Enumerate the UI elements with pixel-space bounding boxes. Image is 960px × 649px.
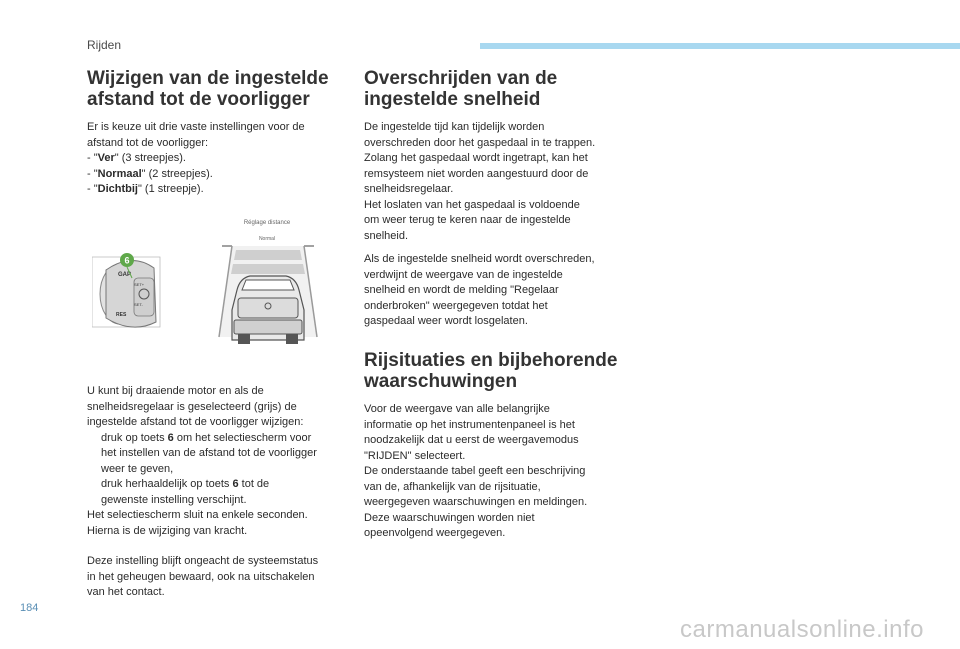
text-line: "RIJDEN" selecteert. [364, 449, 466, 462]
left-memory-note: Deze instelling blijft ongeacht de systeemstatus in het geheugen bewaard, ook na uitschakelen van het contact. [87, 555, 319, 598]
text-line: De ingestelde tijd kan tijdelijk worden [364, 121, 545, 133]
distance-bar-1 [234, 250, 302, 260]
option-far: - "Ver" (3 streepjes). [87, 152, 186, 164]
display-screen-illustration [219, 220, 317, 344]
text-line: Het loslaten van het gaspedaal is voldoende [364, 198, 580, 211]
left-instructions: U kunt bij draaiende motor en als de snelheidsregelaar is geselecteerd (grijs) de ingestelde afstand tot de voorligger wijzigen: druk op toets 6 om het selectiescherm voor het instellen van de afstand tot de voorligger weer te geven, druk herhaaldelijk op toets 6 tot de gewenste instelling verschijnt. Het selectiescherm sluit na enkele seconden. Hierna is de wijziging van kracht. [87, 384, 347, 539]
text-line: snelheidsregelaar. [364, 183, 454, 195]
svg-text:SET+: SET+ [134, 282, 145, 287]
right-title-2: Rijsituaties en bijbehorende waarschuwingen [364, 350, 618, 392]
text-line: Voor de weergave van alle belangrijke [364, 403, 550, 415]
gap-label: GAP [118, 272, 132, 278]
left-column [87, 68, 347, 198]
screen-title: Réglage distance [243, 220, 291, 226]
text-line: informatie op het instrumentenpaneel is het [364, 418, 575, 431]
text-line: noodzakelijk dat u eerst de weergavemodus [364, 434, 579, 446]
distance-setting-figure [92, 212, 322, 372]
driving-situations-paragraph [364, 402, 624, 542]
distance-bar-2 [231, 264, 305, 274]
section-label: Rijden [87, 38, 122, 52]
text-line: snelheid. [364, 229, 409, 242]
step-marker-icon [87, 431, 101, 478]
watermark: carmanualsonline.info [680, 616, 924, 643]
header-bar [480, 43, 960, 49]
left-intro: Er is keuze uit drie vaste instellingen voor de afstand tot de voorligger: - "Ver" (3 streepjes). - "Normaal" (2 streepjes). - "Dichtbij" (1 streepje). [87, 120, 347, 198]
steering-control-illustration [92, 257, 160, 327]
right-section-2 [364, 350, 624, 542]
text-line: snelheid en wordt de melding "Regelaar [364, 284, 559, 296]
option-normal: - "Normaal" (2 streepjes). [87, 167, 213, 180]
figure-svg [92, 212, 322, 372]
text-line: van de, afhankelijk van de rijsituatie, [364, 480, 541, 493]
text-line: gaspedaal weer wordt losgelaten. [364, 315, 528, 327]
right-title-1: Overschrijden van de ingestelde snelheid [364, 68, 558, 110]
svg-text:SET-: SET- [134, 302, 143, 307]
step-2: druk herhaaldelijk op toets 6 tot de gewenste instelling verschijnt. [87, 477, 347, 508]
text-line: remsysteem niet worden aangestuurd door de [364, 167, 589, 180]
svg-text:RES: RES [116, 312, 127, 318]
left-title: Wijzigen van de ingestelde afstand tot de voorligger [87, 68, 329, 110]
overrun-paragraph [364, 120, 624, 244]
text-line: verdwijnt de weergave van de ingestelde [364, 268, 563, 281]
text-line: De onderstaande tabel geeft een beschrijving [364, 465, 586, 477]
svg-text:6: 6 [124, 255, 130, 266]
option-close: - "Dichtbij" (1 streepje). [87, 183, 204, 195]
text-line: weergegeven waarschuwingen en meldingen. [364, 496, 588, 508]
text-line: opeenvolgend weergegeven. [364, 527, 506, 539]
step-1: druk op toets 6 om het selectiescherm voor het instellen van de afstand tot de voorligger weer te geven, [87, 431, 347, 478]
text-line: Als de ingestelde snelheid wordt overschreden, [364, 253, 595, 265]
overrun-note-paragraph [364, 252, 624, 330]
screen-subtitle: Normal [258, 236, 276, 242]
page-number: 184 [20, 602, 39, 614]
text-line: om weer terug te keren naar de ingestelde [364, 214, 571, 226]
text-line: onderbroken" weergegeven totdat het [364, 299, 548, 312]
text-line: Zolang het gaspedaal wordt ingetrapt, kan het [364, 152, 588, 164]
right-column [364, 68, 624, 330]
text-line: Deze waarschuwingen worden niet [364, 511, 535, 524]
step-marker-icon [87, 477, 101, 508]
text-line: overschreden door het gaspedaal in te trappen. [364, 136, 596, 149]
